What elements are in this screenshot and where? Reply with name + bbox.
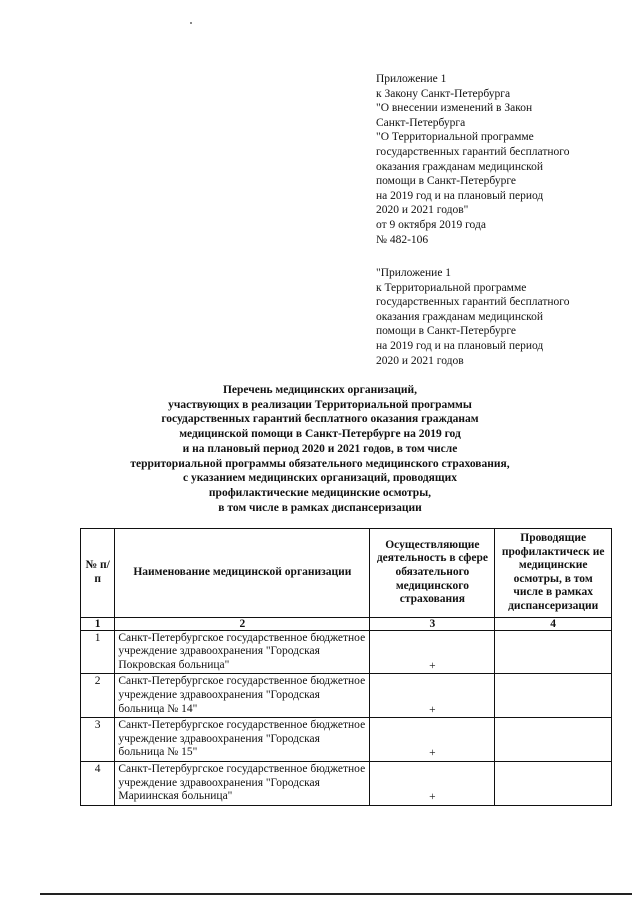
appendix-date: от 9 октября 2019 года bbox=[376, 218, 486, 231]
title-line: участвующих в реализации Территориальной программы bbox=[168, 398, 472, 411]
page-bottom-rule bbox=[40, 893, 632, 895]
preventive-mark bbox=[495, 718, 612, 762]
title-line: с указанием медицинских организаций, проводящих bbox=[183, 472, 457, 485]
table-header-row bbox=[81, 529, 612, 618]
table-row bbox=[81, 630, 612, 674]
appendix-line: помощи в Санкт-Петербурге bbox=[376, 325, 516, 338]
appendix-line: "Приложение 1 bbox=[376, 267, 452, 279]
title-line: государственных гарантий бесплатного оказания гражданам bbox=[161, 413, 479, 426]
oms-mark: + bbox=[370, 718, 495, 762]
title-line: профилактические медицинские осмотры, bbox=[208, 486, 432, 499]
row-number: 2 bbox=[81, 674, 115, 718]
appendix-line: на 2019 год и на плановый период bbox=[376, 339, 544, 352]
appendix-line: оказания гражданам медицинской bbox=[376, 160, 543, 173]
appendix-program-header bbox=[376, 266, 626, 368]
appendix-line: оказания гражданам медицинской bbox=[376, 310, 543, 323]
appendix-line: на 2019 год и на плановый период bbox=[376, 189, 544, 202]
row-number: 1 bbox=[81, 630, 115, 674]
appendix-line: Санкт-Петербурга bbox=[376, 116, 466, 129]
appendix-line: "О внесении изменений в Закон bbox=[376, 102, 533, 115]
column-index: 4 bbox=[495, 617, 612, 630]
organization-name: Санкт-Петербургское государственное бюджетное учреждение здравоохранения "Городская Покровская больница" bbox=[115, 630, 370, 674]
appendix-line: 2020 и 2021 годов" bbox=[376, 204, 469, 217]
appendix-line: к Закону Санкт-Петербурга bbox=[376, 87, 511, 100]
oms-mark: + bbox=[370, 674, 495, 718]
row-number: 3 bbox=[81, 718, 115, 762]
document-title bbox=[110, 383, 530, 515]
appendix-line: к Территориальной программе bbox=[376, 281, 527, 294]
oms-mark: + bbox=[370, 761, 495, 805]
appendix-law-header bbox=[376, 72, 626, 247]
column-index: 1 bbox=[81, 617, 115, 630]
appendix-line: помощи в Санкт-Петербурге bbox=[376, 175, 516, 188]
preventive-mark bbox=[495, 674, 612, 718]
appendix-line: Приложение 1 bbox=[376, 73, 447, 85]
oms-mark: + bbox=[370, 630, 495, 674]
appendix-line: "О Территориальной программе bbox=[376, 131, 534, 144]
table-row bbox=[81, 718, 612, 762]
appendix-line: государственных гарантий бесплатного bbox=[376, 145, 570, 158]
column-index: 2 bbox=[115, 617, 370, 630]
title-line: Перечень медицинских организаций, bbox=[222, 384, 418, 396]
table-row bbox=[81, 674, 612, 718]
column-index-row bbox=[81, 617, 612, 630]
header-organization-name: Наименование медицинской организации bbox=[115, 529, 370, 618]
header-oms-activity: Осуществляющие деятельность в сфере обязательного медицинского страхования bbox=[370, 529, 495, 618]
preventive-mark bbox=[495, 761, 612, 805]
appendix-law-number: № 482-106 bbox=[376, 233, 429, 246]
appendix-line: государственных гарантий бесплатного bbox=[376, 296, 570, 309]
preventive-mark bbox=[495, 630, 612, 674]
scan-speck bbox=[190, 22, 192, 24]
organization-name: Санкт-Петербургское государственное бюджетное учреждение здравоохранения "Городская больница № 14" bbox=[115, 674, 370, 718]
title-line: территориальной программы обязательного медицинского страхования, bbox=[130, 457, 510, 470]
table-row bbox=[81, 761, 612, 805]
organization-name: Санкт-Петербургское государственное бюджетное учреждение здравоохранения "Городская больница № 15" bbox=[115, 718, 370, 762]
organizations-table bbox=[80, 528, 612, 806]
column-index: 3 bbox=[370, 617, 495, 630]
header-number: № п/п bbox=[81, 529, 115, 618]
appendix-line: 2020 и 2021 годов bbox=[376, 354, 464, 367]
title-line: медицинской помощи в Санкт-Петербурге на 2019 год bbox=[179, 428, 461, 441]
row-number: 4 bbox=[81, 761, 115, 805]
title-line: в том числе в рамках диспансеризации bbox=[218, 501, 422, 514]
title-line: и на плановый период 2020 и 2021 годов, в том числе bbox=[182, 442, 458, 455]
organization-name: Санкт-Петербургское государственное бюджетное учреждение здравоохранения "Городская Мариинская больница" bbox=[115, 761, 370, 805]
header-preventive-exams: Проводящие профилактическ ие медицинские осмотры, в том числе в рамках диспансеризации bbox=[495, 529, 612, 618]
